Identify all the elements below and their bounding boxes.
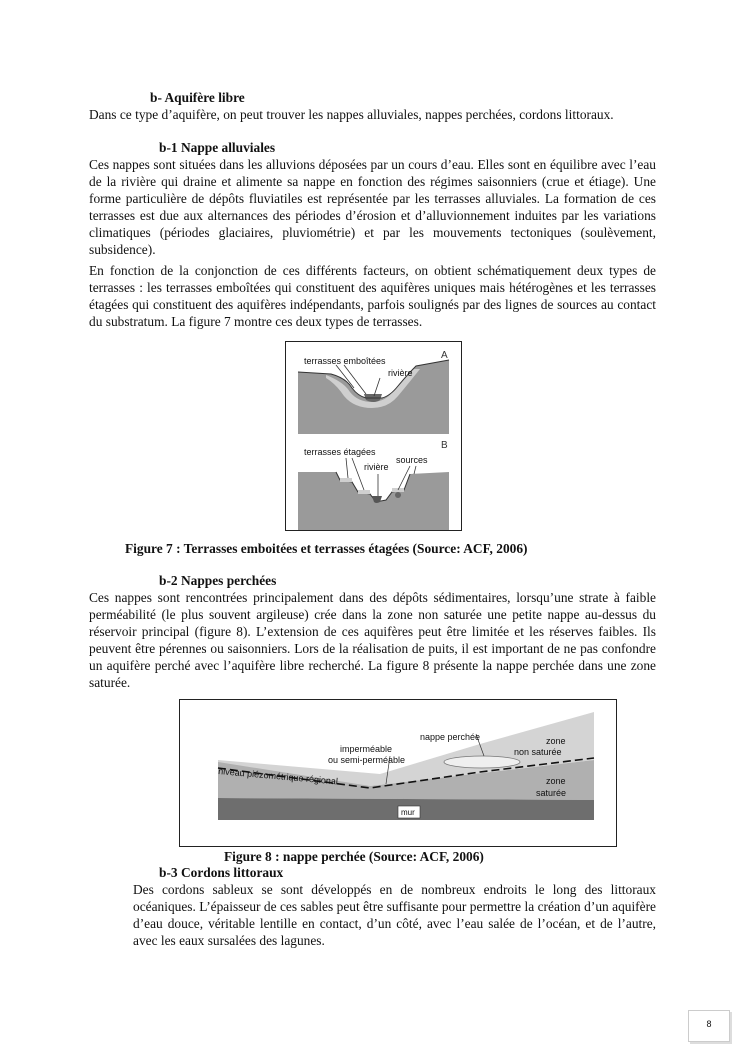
paragraph-intro: Dans ce type d’aquifère, on peut trouver les nappes alluviales, nappes perchées, cordons littoraux. — [89, 107, 614, 122]
label-semi-permeable: ou semi-perméable — [328, 755, 406, 765]
paragraph-cordons: Des cordons sableux se sont développés en de nombreux endroits le long des littoraux océaniques. L’épaisseur de ces sables peut être suffisante pour permettre la création d’un aquifère d’eau douce, véritable lentille en contact, d’un côté, avec l’eau salée de l’océan, et de l’autre, avec les eaux sursalées des lagunes. — [133, 882, 656, 948]
label-terrasses-emboitees: terrasses emboîtées — [304, 356, 386, 366]
label-riviere-a: rivière — [388, 368, 413, 378]
label-mur: mur — [401, 808, 415, 817]
label-zone-ns-2: non saturée — [514, 747, 562, 757]
heading-nappes-perchees: b-2 Nappes perchées — [159, 573, 277, 588]
label-impermeable: imperméable — [340, 744, 393, 754]
label-zone-s-1: zone — [546, 776, 566, 786]
heading-aquifere-libre: b- Aquifère libre — [150, 90, 245, 105]
figure-8-caption: Figure 8 : nappe perchée (Source: ACF, 2006) — [224, 849, 484, 864]
label-sources: sources — [396, 455, 428, 465]
figure-8 — [179, 699, 617, 847]
label-niveau-piezometrique: niveau piézométrique régional — [217, 766, 339, 787]
paragraph-perchees: Ces nappes sont rencontrées principalement dans des dépôts sédimentaires, lorsqu’une strate à faible perméabilité (le plus souvent argileuse) crée dans la zone non saturée une petite nappe au-dessus du réservoir principal (figure 8). L’extension de ces aquifères peut être limitée et les réserves faibles. Ils peuvent être pérennes ou saisonniers. Lors de la réalisation de puits, il est important de ne pas confondre un aquifère perché avec l’aquifère libre recherché. La figure 8 présente la nappe perchée dans une zone saturée. — [89, 590, 656, 690]
page-number: 8 — [688, 1010, 730, 1042]
label-zone-ns-1: zone — [546, 736, 566, 746]
figure-7 — [285, 341, 462, 531]
letter-a: A — [441, 350, 448, 361]
figure-7-diagram — [286, 342, 461, 530]
label-zone-s-2: saturée — [536, 788, 567, 798]
perched-lens — [444, 756, 520, 768]
label-terrasses-etagees: terrasses étagées — [304, 447, 376, 457]
heading-cordons-littoraux: b-3 Cordons littoraux — [159, 865, 284, 880]
bedrock-b — [298, 472, 449, 530]
letter-b: B — [441, 440, 448, 451]
heading-nappe-alluviales: b-1 Nappe alluviales — [159, 140, 276, 155]
figure-8-diagram — [180, 700, 616, 846]
paragraph-alluviales-1: Ces nappes sont situées dans les alluvions déposées par un cours d’eau. Elles sont en équilibre avec l’eau de la rivière qui draine et alimente sa nappe en fonction des régimes saisonniers (crue et étiage). Une forme particulière de dépôts fluviatiles est représentée par les terrasses alluviales. La formation de ces terrasses est due aux alternances des périodes d’érosion et d’alluvionnement induites par les variations climatiques (périodes glaciaires, pluviométrie) et par les mouvements tectoniques (soulèvement, subsidence). — [89, 157, 656, 257]
label-riviere-b: rivière — [364, 462, 389, 472]
figure-7-caption: Figure 7 : Terrasses emboitées et terrasses étagées (Source: ACF, 2006) — [125, 541, 528, 556]
paragraph-alluviales-2: En fonction de la conjonction de ces différents facteurs, on obtient schématiquement deux types de terrasses : les terrasses emboîtées qui constituent des aquifères uniques mais hétérogènes et les terrasses étagées qui constituent des aquifères indépendants, parfois soulignés par des lignes de sources au contact du substratum. La figure 7 montre ces deux types de terrasses. — [89, 263, 656, 329]
label-nappe-perchee: nappe perchée — [420, 732, 481, 742]
